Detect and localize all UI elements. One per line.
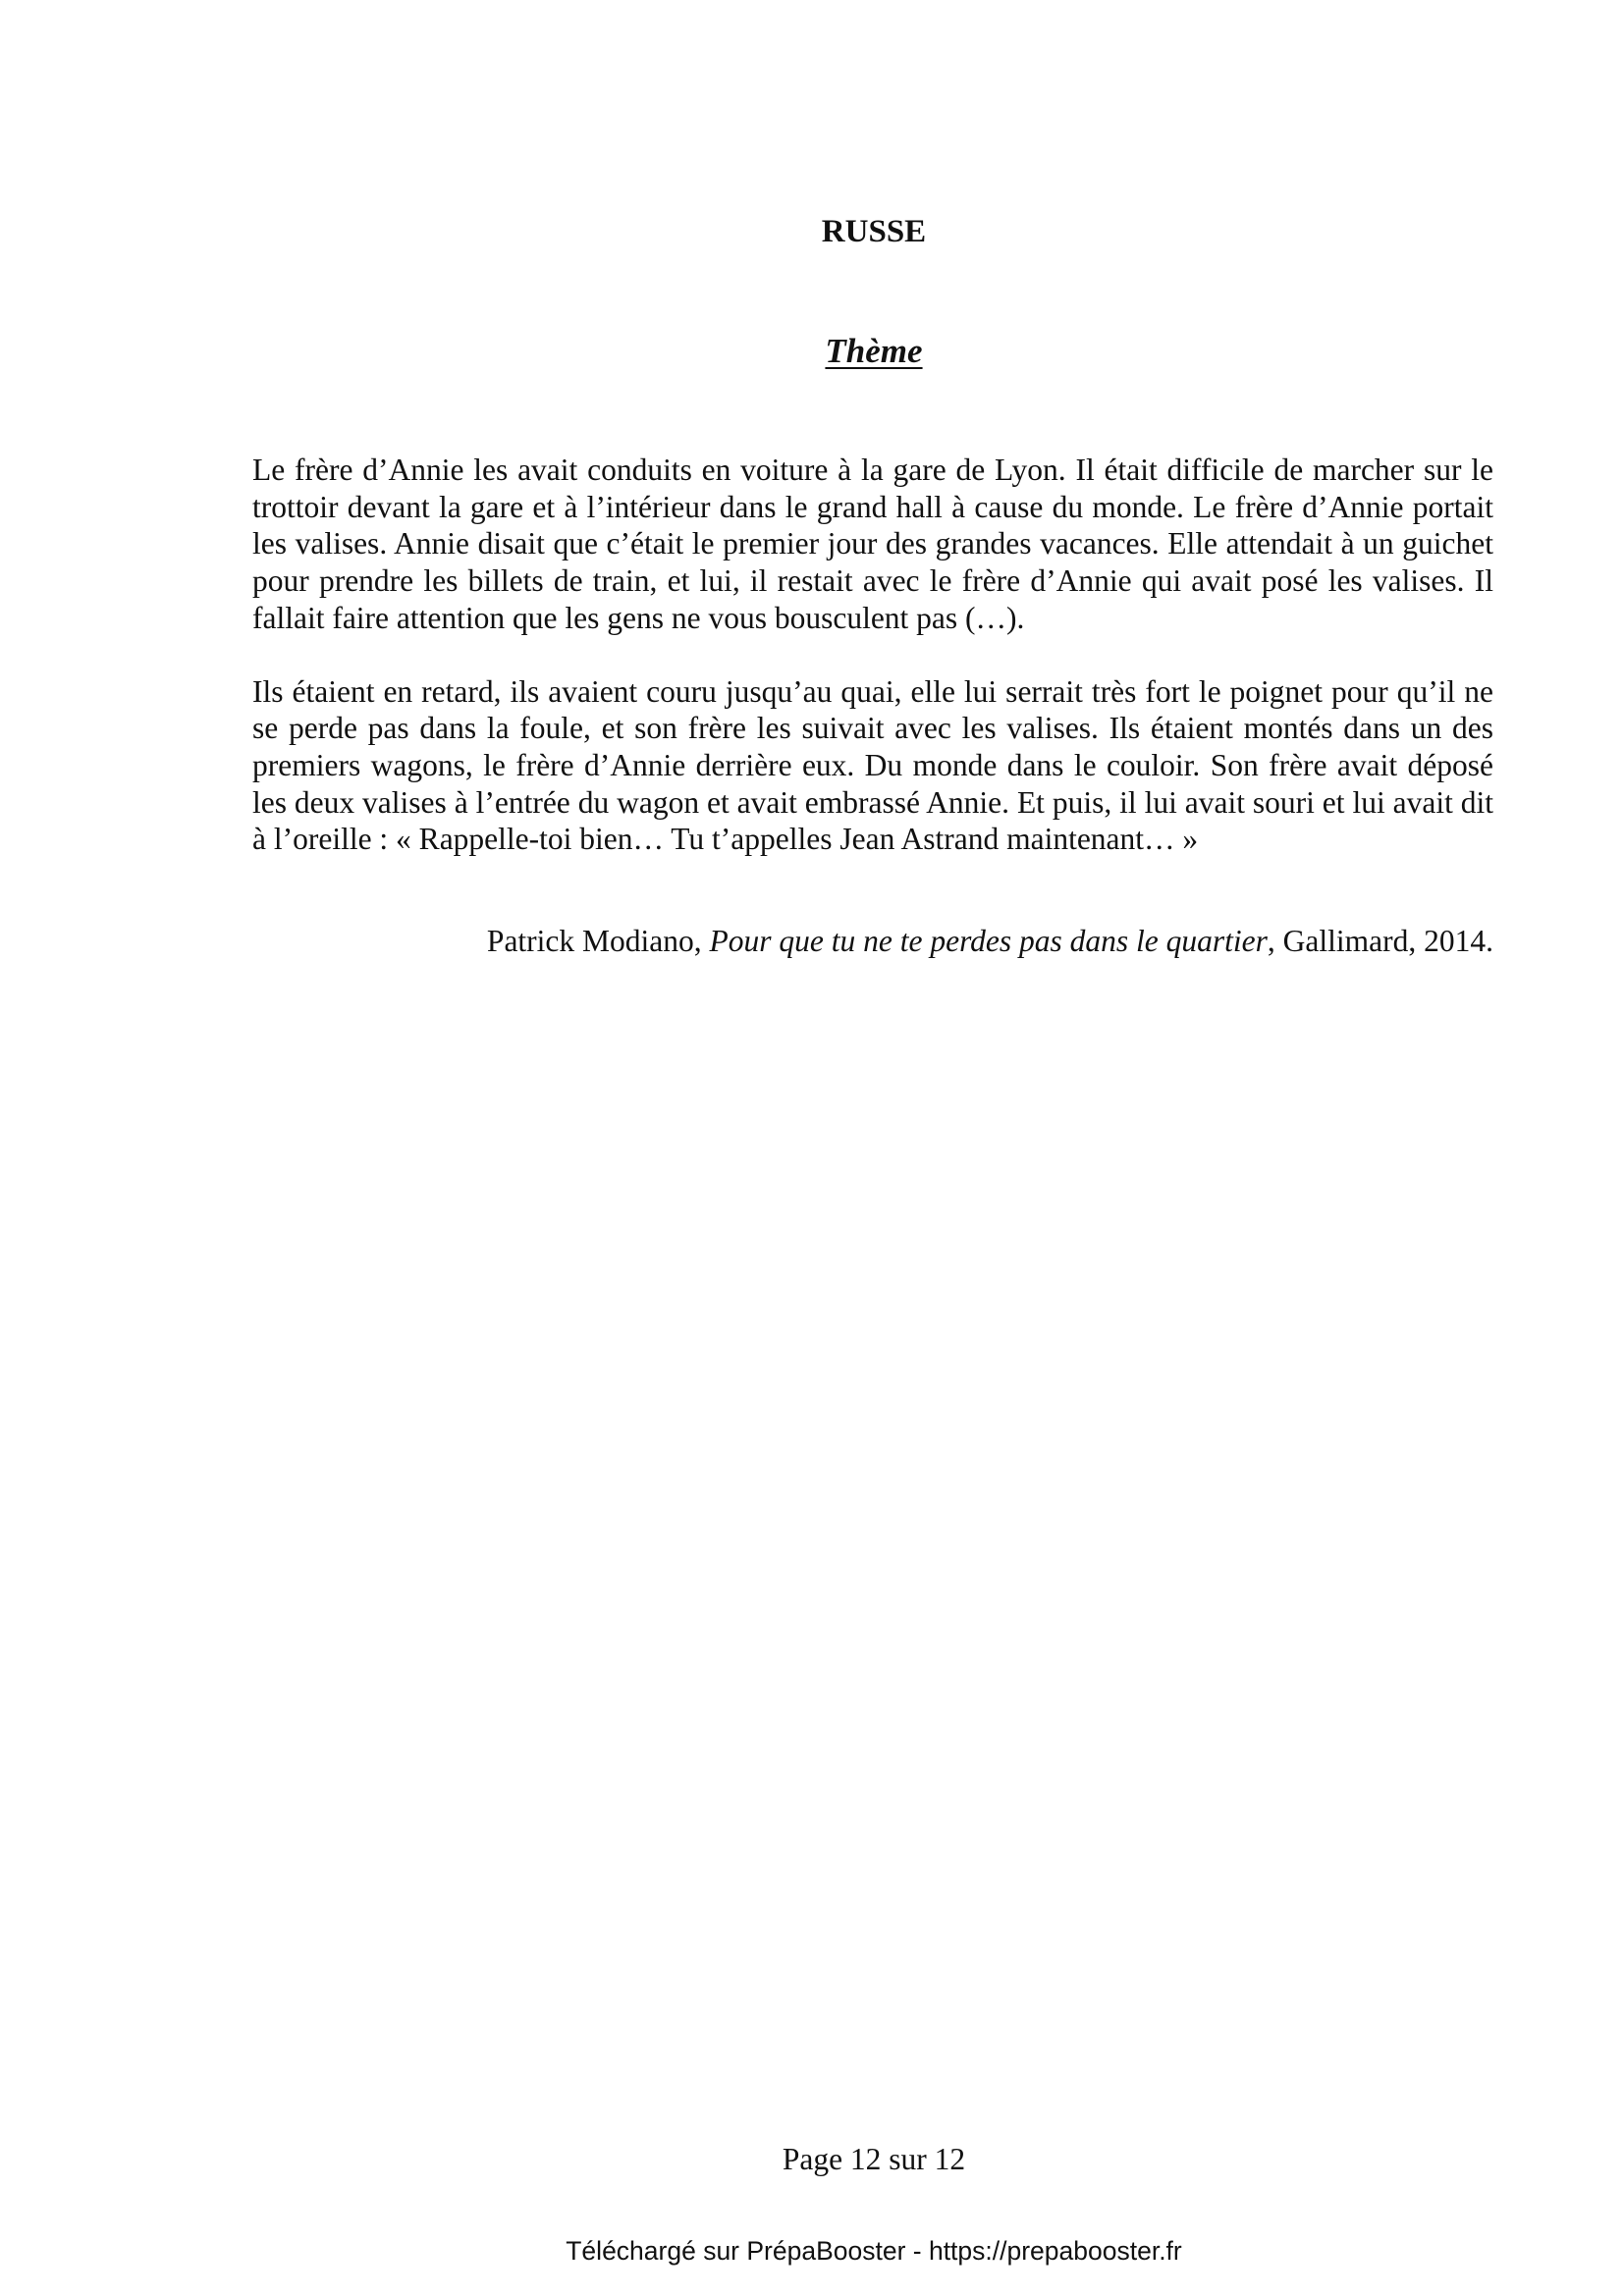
page-title: RUSSE bbox=[821, 214, 927, 249]
paragraph: Le frère d’Annie les avait conduits en voiture à la gare de Lyon. Il était difficile de marcher sur le trottoir devant la gare et à l’intérieur dans le grand hall à cause du monde. Le frère d’Annie portait les valises. Annie disait que c’était le premier jour des grandes vacances. Elle attendait à un guichet pour prendre les billets de train, et lui, il restait avec le frère d’Annie qui avait posé les valises. Il fallait faire attention que les gens ne vous bousculent pas (…). bbox=[252, 453, 1493, 635]
page-subtitle: Thème bbox=[825, 332, 923, 370]
download-footer: Téléchargé sur PrépaBooster - https://prepabooster.fr bbox=[566, 2236, 1182, 2266]
citation-publisher: , Gallimard, 2014. bbox=[1267, 924, 1493, 958]
paragraph: Ils étaient en retard, ils avaient couru jusqu’au quai, elle lui serrait très fort le poignet pour qu’il ne se perde pas dans la foule, et son frère les suivait avec les valises. Ils étaient montés dans un des premiers wagons, le frère d’Annie derrière eux. Du monde dans le couloir. Son frère avait déposé les deux valises à l’entrée du wagon et avait embrassé Annie. Et puis, il lui avait souri et lui avait dit à l’oreille : « Rappelle-toi bien… Tu t’appelles Jean Astrand maintenant… » bbox=[252, 673, 1493, 857]
citation bbox=[252, 923, 1493, 960]
citation-author: Patrick Modiano, bbox=[486, 924, 710, 958]
citation-book-title: Pour que tu ne te perdes pas dans le quartier bbox=[709, 924, 1268, 958]
body-text bbox=[252, 452, 1493, 894]
page-number: Page 12 sur 12 bbox=[782, 2142, 966, 2176]
